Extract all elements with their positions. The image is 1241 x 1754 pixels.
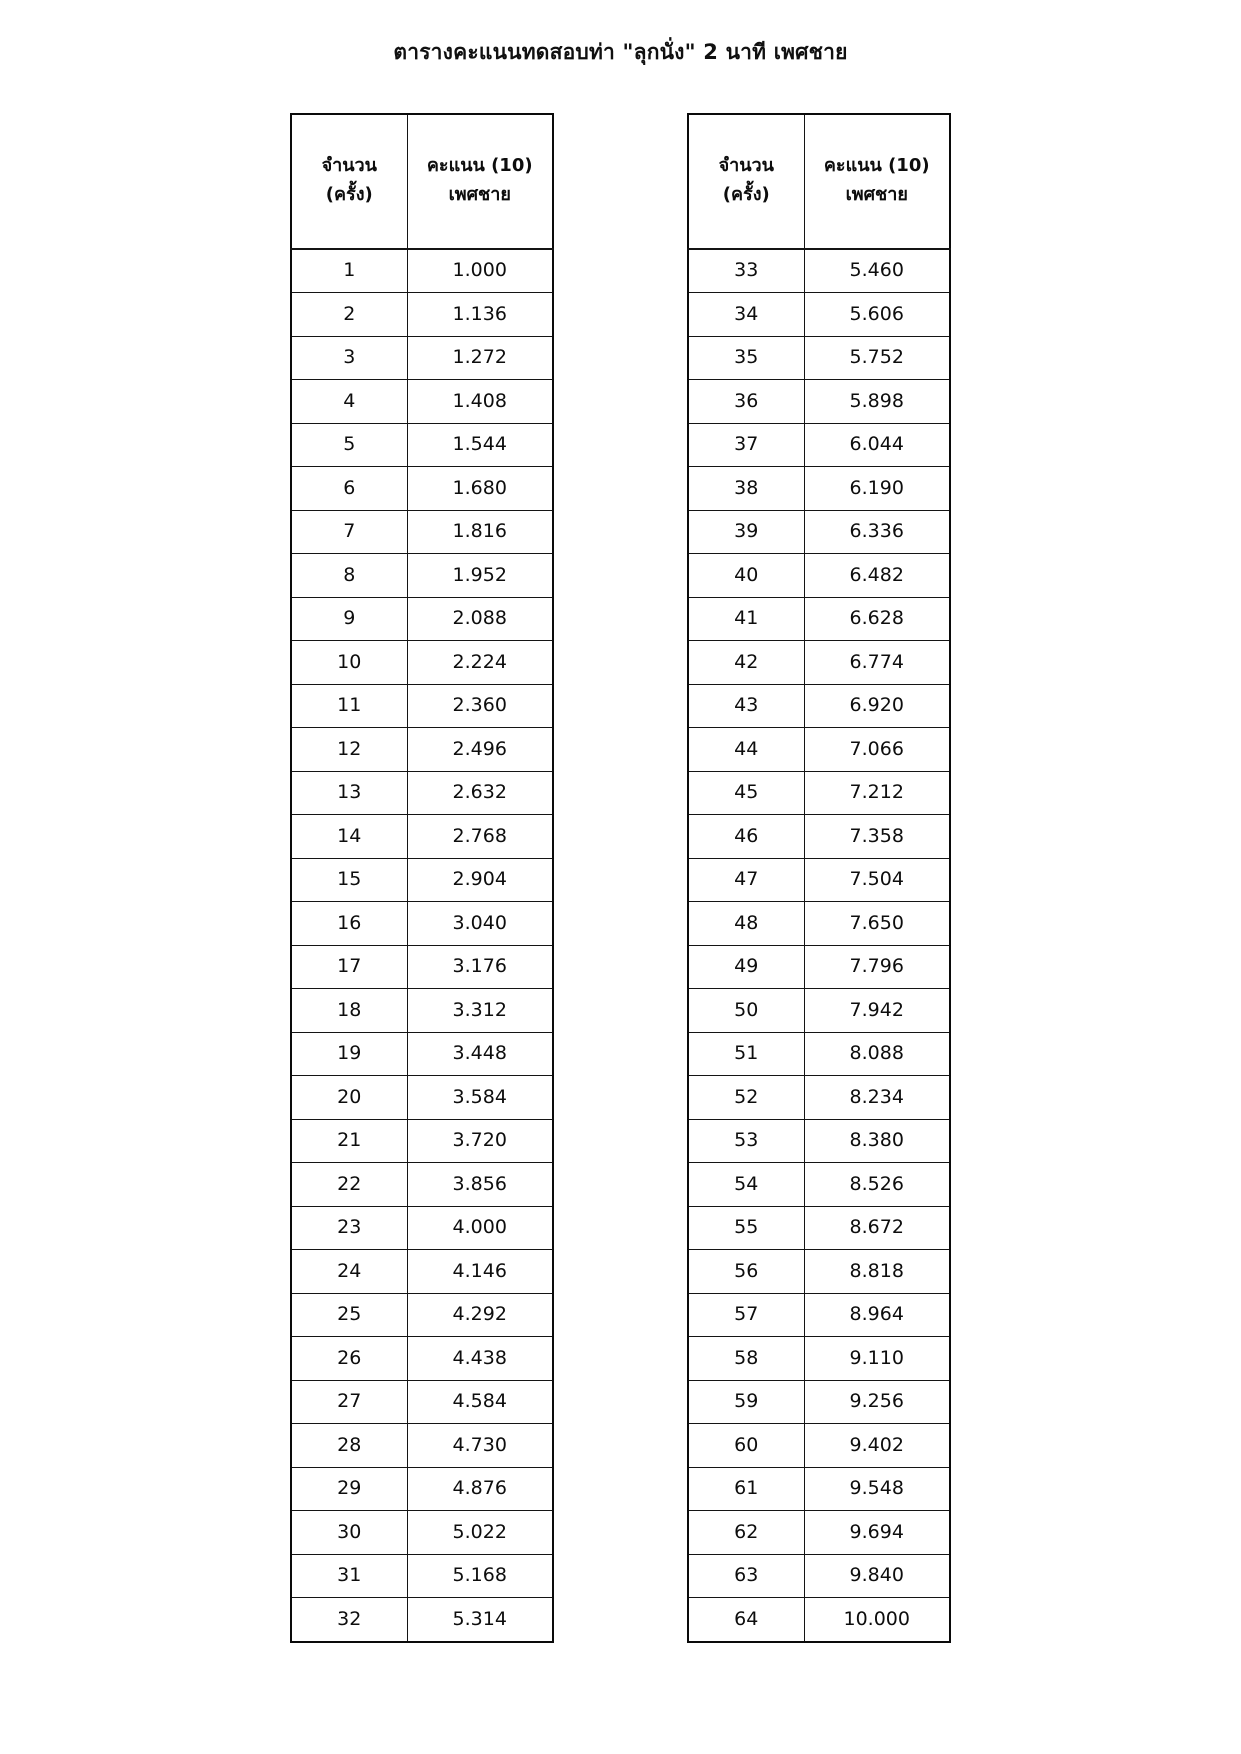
cell-count: 45 bbox=[688, 771, 804, 815]
cell-count: 11 bbox=[291, 684, 407, 728]
cell-score: 7.942 bbox=[804, 989, 950, 1033]
cell-count: 24 bbox=[291, 1250, 407, 1294]
cell-count: 8 bbox=[291, 554, 407, 598]
cell-count: 61 bbox=[688, 1467, 804, 1511]
table-row bbox=[291, 1119, 553, 1163]
table-row bbox=[688, 1467, 950, 1511]
cell-count: 22 bbox=[291, 1163, 407, 1207]
table-row bbox=[688, 1598, 950, 1642]
column-header-count bbox=[688, 114, 804, 249]
cell-score: 8.088 bbox=[804, 1032, 950, 1076]
cell-count: 47 bbox=[688, 858, 804, 902]
cell-count: 44 bbox=[688, 728, 804, 772]
cell-count: 14 bbox=[291, 815, 407, 859]
cell-score: 9.840 bbox=[804, 1554, 950, 1598]
table-row bbox=[291, 1293, 553, 1337]
cell-score: 7.358 bbox=[804, 815, 950, 859]
table-body-right bbox=[688, 249, 950, 1642]
table-row bbox=[688, 858, 950, 902]
cell-score: 6.336 bbox=[804, 510, 950, 554]
table-row bbox=[688, 336, 950, 380]
cell-score: 3.312 bbox=[407, 989, 553, 1033]
cell-count: 38 bbox=[688, 467, 804, 511]
cell-score: 10.000 bbox=[804, 1598, 950, 1642]
cell-score: 9.548 bbox=[804, 1467, 950, 1511]
cell-score: 7.650 bbox=[804, 902, 950, 946]
tables-container bbox=[0, 113, 1241, 1643]
table-row bbox=[688, 510, 950, 554]
table-row bbox=[291, 1467, 553, 1511]
table-row bbox=[291, 641, 553, 685]
table-row bbox=[291, 336, 553, 380]
cell-count: 43 bbox=[688, 684, 804, 728]
cell-score: 3.856 bbox=[407, 1163, 553, 1207]
table-row bbox=[291, 1424, 553, 1468]
table-row bbox=[688, 1119, 950, 1163]
column-header-count-line1: จำนวน bbox=[321, 155, 377, 177]
cell-count: 60 bbox=[688, 1424, 804, 1468]
table-row bbox=[291, 293, 553, 337]
table-row bbox=[291, 1032, 553, 1076]
table-row bbox=[688, 1163, 950, 1207]
cell-score: 6.044 bbox=[804, 423, 950, 467]
cell-score: 9.402 bbox=[804, 1424, 950, 1468]
cell-score: 5.460 bbox=[804, 249, 950, 293]
cell-count: 20 bbox=[291, 1076, 407, 1120]
cell-count: 7 bbox=[291, 510, 407, 554]
cell-score: 1.816 bbox=[407, 510, 553, 554]
table-header-right bbox=[688, 114, 950, 249]
cell-score: 2.904 bbox=[407, 858, 553, 902]
cell-count: 31 bbox=[291, 1554, 407, 1598]
cell-score: 9.694 bbox=[804, 1511, 950, 1555]
cell-count: 56 bbox=[688, 1250, 804, 1294]
cell-score: 4.876 bbox=[407, 1467, 553, 1511]
cell-count: 27 bbox=[291, 1380, 407, 1424]
cell-count: 17 bbox=[291, 945, 407, 989]
column-header-count-line2: (ครั้ง) bbox=[325, 184, 373, 206]
table-row bbox=[688, 1337, 950, 1381]
cell-score: 8.672 bbox=[804, 1206, 950, 1250]
cell-count: 37 bbox=[688, 423, 804, 467]
cell-count: 51 bbox=[688, 1032, 804, 1076]
column-header-score-line2: เพศชาย bbox=[448, 184, 511, 206]
cell-score: 4.146 bbox=[407, 1250, 553, 1294]
cell-count: 57 bbox=[688, 1293, 804, 1337]
cell-count: 10 bbox=[291, 641, 407, 685]
table-row bbox=[688, 1511, 950, 1555]
column-header-score-line1: คะแนน (10) bbox=[426, 155, 533, 177]
table-row bbox=[291, 858, 553, 902]
cell-count: 41 bbox=[688, 597, 804, 641]
table-row bbox=[688, 989, 950, 1033]
cell-count: 25 bbox=[291, 1293, 407, 1337]
cell-score: 2.496 bbox=[407, 728, 553, 772]
table-row bbox=[291, 815, 553, 859]
cell-score: 6.190 bbox=[804, 467, 950, 511]
cell-count: 59 bbox=[688, 1380, 804, 1424]
table-row bbox=[291, 423, 553, 467]
table-row bbox=[291, 945, 553, 989]
table-row bbox=[291, 1337, 553, 1381]
header-row bbox=[688, 114, 950, 249]
cell-score: 2.768 bbox=[407, 815, 553, 859]
score-table-left bbox=[290, 113, 554, 1643]
table-row bbox=[688, 1250, 950, 1294]
table-row bbox=[291, 249, 553, 293]
cell-score: 3.448 bbox=[407, 1032, 553, 1076]
cell-count: 2 bbox=[291, 293, 407, 337]
table-row bbox=[291, 554, 553, 598]
table-row bbox=[291, 1076, 553, 1120]
cell-count: 16 bbox=[291, 902, 407, 946]
cell-count: 21 bbox=[291, 1119, 407, 1163]
cell-score: 7.796 bbox=[804, 945, 950, 989]
column-header-score bbox=[407, 114, 553, 249]
cell-score: 7.066 bbox=[804, 728, 950, 772]
cell-score: 8.234 bbox=[804, 1076, 950, 1120]
cell-count: 42 bbox=[688, 641, 804, 685]
table-row bbox=[688, 1380, 950, 1424]
table-header-left bbox=[291, 114, 553, 249]
cell-count: 32 bbox=[291, 1598, 407, 1642]
cell-score: 3.584 bbox=[407, 1076, 553, 1120]
cell-score: 1.408 bbox=[407, 380, 553, 424]
cell-score: 8.380 bbox=[804, 1119, 950, 1163]
table-row bbox=[291, 989, 553, 1033]
cell-score: 5.898 bbox=[804, 380, 950, 424]
cell-count: 9 bbox=[291, 597, 407, 641]
cell-count: 29 bbox=[291, 1467, 407, 1511]
column-header-score bbox=[804, 114, 950, 249]
cell-score: 6.920 bbox=[804, 684, 950, 728]
cell-score: 7.504 bbox=[804, 858, 950, 902]
column-header-count-line1: จำนวน bbox=[718, 155, 774, 177]
table-row bbox=[688, 771, 950, 815]
cell-count: 64 bbox=[688, 1598, 804, 1642]
cell-score: 9.110 bbox=[804, 1337, 950, 1381]
cell-score: 9.256 bbox=[804, 1380, 950, 1424]
table-row bbox=[688, 1554, 950, 1598]
cell-score: 3.040 bbox=[407, 902, 553, 946]
cell-score: 1.544 bbox=[407, 423, 553, 467]
table-row bbox=[688, 815, 950, 859]
cell-score: 5.752 bbox=[804, 336, 950, 380]
table-row bbox=[291, 597, 553, 641]
table-row bbox=[291, 467, 553, 511]
cell-count: 54 bbox=[688, 1163, 804, 1207]
table-row bbox=[291, 1206, 553, 1250]
table-row bbox=[688, 467, 950, 511]
table-row bbox=[291, 510, 553, 554]
column-header-count bbox=[291, 114, 407, 249]
cell-count: 4 bbox=[291, 380, 407, 424]
table-row bbox=[291, 771, 553, 815]
cell-score: 4.000 bbox=[407, 1206, 553, 1250]
cell-score: 4.438 bbox=[407, 1337, 553, 1381]
cell-count: 36 bbox=[688, 380, 804, 424]
cell-score: 4.292 bbox=[407, 1293, 553, 1337]
cell-score: 8.964 bbox=[804, 1293, 950, 1337]
cell-score: 2.360 bbox=[407, 684, 553, 728]
cell-count: 52 bbox=[688, 1076, 804, 1120]
cell-count: 33 bbox=[688, 249, 804, 293]
cell-count: 19 bbox=[291, 1032, 407, 1076]
cell-score: 5.022 bbox=[407, 1511, 553, 1555]
cell-score: 6.774 bbox=[804, 641, 950, 685]
cell-count: 26 bbox=[291, 1337, 407, 1381]
cell-score: 5.606 bbox=[804, 293, 950, 337]
cell-score: 5.168 bbox=[407, 1554, 553, 1598]
header-row bbox=[291, 114, 553, 249]
column-header-score-line2: เพศชาย bbox=[845, 184, 908, 206]
cell-score: 1.000 bbox=[407, 249, 553, 293]
cell-count: 34 bbox=[688, 293, 804, 337]
column-header-score-line1: คะแนน (10) bbox=[823, 155, 930, 177]
cell-count: 23 bbox=[291, 1206, 407, 1250]
table-row bbox=[291, 728, 553, 772]
table-row bbox=[688, 1424, 950, 1468]
cell-score: 3.720 bbox=[407, 1119, 553, 1163]
table-row bbox=[688, 423, 950, 467]
table-row bbox=[291, 1250, 553, 1294]
table-row bbox=[688, 684, 950, 728]
column-header-count-line2: (ครั้ง) bbox=[722, 184, 770, 206]
table-row bbox=[688, 641, 950, 685]
cell-score: 1.680 bbox=[407, 467, 553, 511]
cell-count: 49 bbox=[688, 945, 804, 989]
cell-count: 28 bbox=[291, 1424, 407, 1468]
cell-score: 2.632 bbox=[407, 771, 553, 815]
cell-score: 1.136 bbox=[407, 293, 553, 337]
cell-count: 5 bbox=[291, 423, 407, 467]
cell-score: 5.314 bbox=[407, 1598, 553, 1642]
cell-count: 62 bbox=[688, 1511, 804, 1555]
cell-count: 46 bbox=[688, 815, 804, 859]
table-row bbox=[688, 1076, 950, 1120]
cell-count: 3 bbox=[291, 336, 407, 380]
cell-count: 35 bbox=[688, 336, 804, 380]
cell-count: 13 bbox=[291, 771, 407, 815]
table-row bbox=[291, 1554, 553, 1598]
cell-count: 1 bbox=[291, 249, 407, 293]
table-row bbox=[688, 945, 950, 989]
table-row bbox=[291, 902, 553, 946]
cell-count: 53 bbox=[688, 1119, 804, 1163]
table-row bbox=[688, 902, 950, 946]
cell-count: 50 bbox=[688, 989, 804, 1033]
cell-count: 58 bbox=[688, 1337, 804, 1381]
cell-score: 6.482 bbox=[804, 554, 950, 598]
table-row bbox=[688, 1032, 950, 1076]
cell-count: 48 bbox=[688, 902, 804, 946]
page-title: ตารางคะแนนทดสอบท่า "ลุกนั่ง" 2 นาที เพศชาย bbox=[393, 40, 848, 64]
table-row bbox=[291, 1163, 553, 1207]
table-row bbox=[688, 1206, 950, 1250]
cell-score: 1.952 bbox=[407, 554, 553, 598]
cell-score: 8.818 bbox=[804, 1250, 950, 1294]
cell-count: 18 bbox=[291, 989, 407, 1033]
cell-score: 4.730 bbox=[407, 1424, 553, 1468]
table-row bbox=[688, 554, 950, 598]
table-row bbox=[688, 728, 950, 772]
cell-count: 12 bbox=[291, 728, 407, 772]
cell-count: 6 bbox=[291, 467, 407, 511]
cell-count: 39 bbox=[688, 510, 804, 554]
cell-score: 6.628 bbox=[804, 597, 950, 641]
cell-score: 8.526 bbox=[804, 1163, 950, 1207]
cell-score: 2.088 bbox=[407, 597, 553, 641]
cell-score: 2.224 bbox=[407, 641, 553, 685]
cell-count: 30 bbox=[291, 1511, 407, 1555]
cell-score: 1.272 bbox=[407, 336, 553, 380]
cell-count: 63 bbox=[688, 1554, 804, 1598]
table-row bbox=[291, 684, 553, 728]
table-row bbox=[291, 1511, 553, 1555]
score-table-right bbox=[687, 113, 951, 1643]
cell-score: 7.212 bbox=[804, 771, 950, 815]
table-row bbox=[688, 380, 950, 424]
cell-score: 3.176 bbox=[407, 945, 553, 989]
table-row bbox=[688, 249, 950, 293]
cell-count: 15 bbox=[291, 858, 407, 902]
table-row bbox=[688, 293, 950, 337]
table-row bbox=[688, 1293, 950, 1337]
table-row bbox=[688, 597, 950, 641]
table-row bbox=[291, 380, 553, 424]
cell-score: 4.584 bbox=[407, 1380, 553, 1424]
table-row bbox=[291, 1598, 553, 1642]
cell-count: 55 bbox=[688, 1206, 804, 1250]
table-row bbox=[291, 1380, 553, 1424]
table-body-left bbox=[291, 249, 553, 1642]
cell-count: 40 bbox=[688, 554, 804, 598]
